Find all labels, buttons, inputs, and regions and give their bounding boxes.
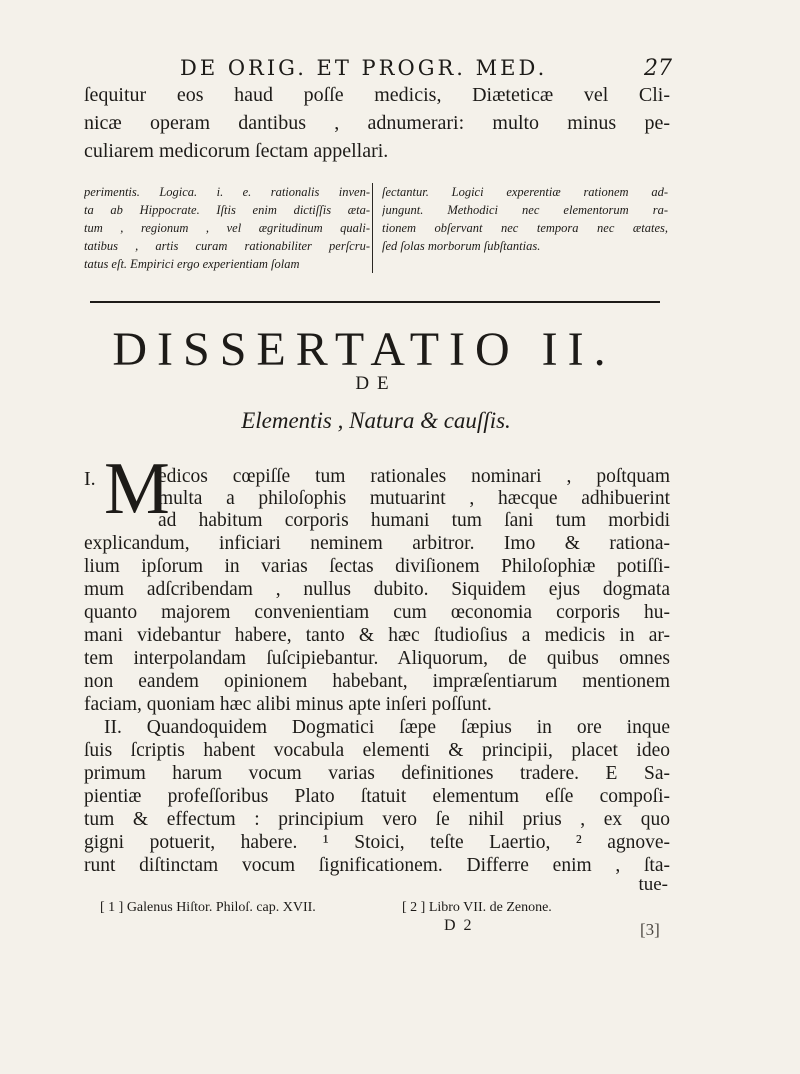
running-head: DE ORIG. ET PROGR. MED. — [180, 56, 548, 80]
note-line: tum , regionum , vel ægritudinum quali- — [84, 221, 370, 235]
text-line: edicos cœpiſſe tum rationales nominari , poſtquam — [158, 466, 670, 487]
catchword: tue- — [638, 874, 668, 895]
text-line: multa a philoſophis mutuarint , hæcque adhibuerint — [158, 488, 670, 509]
text-line: gigni potuerit, habere. ¹ Stoici, teſte Laertio, ² agnove- — [84, 832, 670, 853]
text-line: runt diſtinctam vocum ſignificationem. Differre enim , ſta- — [84, 855, 670, 876]
text-line: nicæ operam dantibus , adnumerari: multo minus pe- — [84, 112, 670, 134]
note-line: perimentis. Logica. i. e. rationalis inven- — [84, 185, 370, 199]
drop-cap: M — [104, 448, 170, 530]
note-line: ſed ſolas morborum ſubſtantias. — [382, 239, 541, 253]
text-line: lium ipſorum in varias ſectas diviſionem Philoſophiæ potiſſi- — [84, 556, 670, 577]
signature-mark: D 2 — [444, 917, 474, 934]
horizontal-rule — [90, 301, 660, 303]
section-number: I. — [84, 468, 96, 490]
notes-column-divider — [372, 183, 373, 273]
text-line: pientiæ profeſſoribus Plato ſtatuit elementum eſſe compoſi- — [84, 786, 670, 807]
note-line: ſectantur. Logici experentiæ rationem ad- — [382, 185, 668, 199]
text-line: quanto majorem convenientiam cum œconomia corporis hu- — [84, 602, 670, 623]
text-line: explicandum, inficiari neminem arbitror. Imo & rationa- — [84, 533, 670, 554]
text-line: non eandem opinionem habebant, impræſentiarum mentionem — [84, 671, 670, 692]
text-line: mani videbantur habere, tanto & hæc ſtudioſius a medicis in ar- — [84, 625, 670, 646]
text-line: ad habitum corporis humani tum ſani tum morbidi — [158, 510, 670, 531]
note-line: tatus eſt. Empirici ergo experientiam ſolam — [84, 257, 300, 271]
text-line: faciam, quoniam hæc alibi minus apte inſeri poſſunt. — [84, 694, 492, 715]
note-line: ta ab Hippocrate. Iſtis enim dictiſſis æta- — [84, 203, 370, 217]
text-line: tum & effectum : principium vero ſe nihil prius , ex quo — [84, 809, 670, 830]
text-line: primum harum vocum varias definitiones tradere. E Sa- — [84, 763, 670, 784]
text-line: ſequitur eos haud poſſe medicis, Diætеticæ vel Cli- — [84, 84, 670, 106]
note-line: tatibus , artis curam rationabiliter perſcru- — [84, 239, 370, 253]
notes-right-column — [382, 183, 668, 255]
text-line: culiarem medicorum ſectam appellari. — [84, 140, 389, 162]
dissertation-subtitle: Elementis , Natura & cauſſis. — [241, 408, 511, 433]
dissertation-de: DE — [355, 373, 397, 394]
text-line: ſuis ſcriptis habent vocabula elementi & principii, placet ideo — [84, 740, 670, 761]
page-number: 27 — [644, 56, 672, 81]
note-line: jungunt. Methodici nec elementorum ra- — [382, 203, 668, 217]
text-line: mum adſcribendam , nullus dubito. Siquidem ejus dogmata — [84, 579, 670, 600]
text-line: tem interpolandam ſuſcipiebantur. Aliquorum, de quibus omnes — [84, 648, 670, 669]
footnote-1: [ 1 ] Galenus Hiſtor. Philoſ. cap. XVII. — [100, 900, 316, 915]
notes-left-column — [84, 183, 370, 273]
marginal-mark: [3] — [640, 920, 660, 939]
dissertation-title: DISSERTATIO II. — [112, 323, 616, 376]
footnote-2: [ 2 ] Libro VII. de Zenone. — [402, 900, 552, 915]
note-line: tionem obſervant nec tempora nec ætates, — [382, 221, 668, 235]
text-line: II. Quandoquidem Dogmatici ſæpe ſæpius in ore inque — [104, 717, 670, 738]
